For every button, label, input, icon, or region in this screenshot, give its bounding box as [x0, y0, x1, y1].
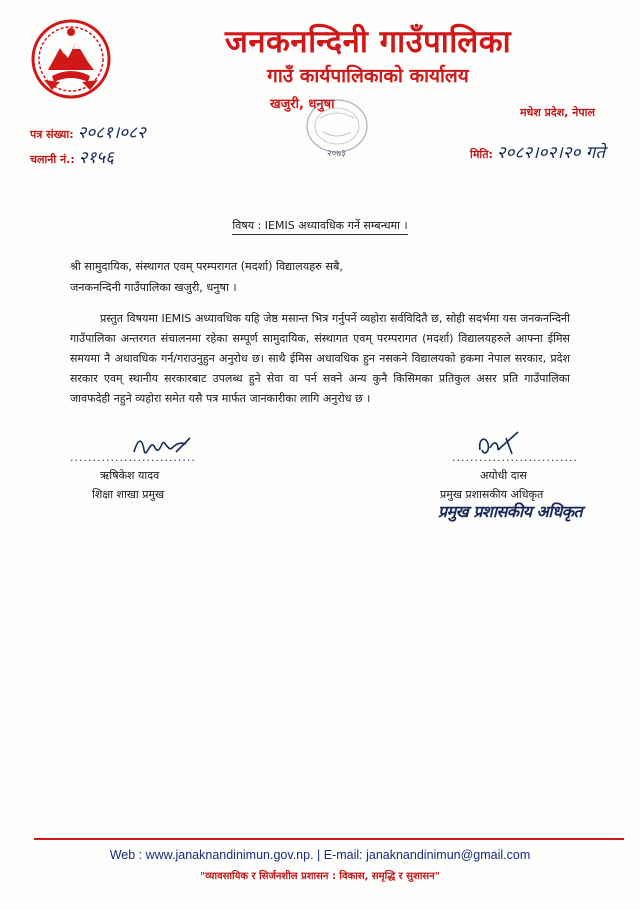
addressee-line-2: जनकनन्दिनी गाउँपालिका खजुरी, धनुषा ।: [70, 281, 237, 294]
office-name: गाउँ कार्यपालिकाको कार्यालय: [267, 65, 469, 87]
body-paragraph: प्रस्तुत विषयमा IEMIS अध्यावधिक यहि जेष्ठ मसान्त भित्र गर्नुपर्ने व्यहोरा सर्वविदितै छ, सोही सदर्भमा यस जनकनन्दिनी गाउँपालिका अन्तरगत संचालनमा रहेका सम्पूर्ण सामुदायिक, संस्थागत एवम् परम्परागत (मदर्शा) विद्यालयहरुले आफ्ना ईमिस समयमा नै अधावधिक गर्न/गराउनुहुन अनुरोध छ। साथै ईमिस अधावधिक हुन नसकने विद्यालयको हकमा नेपाल सरकार, प्रदेश सरकार एवम् स्थानीय सरकारबाट उपलब्ध हुने सेवा वा पर्न सक्ने अन्य कुनै किसिमका प्रतिकुल असर प्रति गाउँपालिका जावफदेही नहुने व्यहोरा समेत यसै पत्र मार्फत जानकारीका लागि अनुरोध छ ।: [70, 312, 570, 405]
subject-text: विषय : IEMIS अध्यावधिक गर्ने सम्बन्धमा ।: [232, 218, 407, 235]
org-name: जनकनन्दिनी गाउँपालिका: [224, 24, 512, 60]
date-value: २०८२।०२।२० गते: [496, 143, 606, 163]
office-location: खजुरी, धनुषा: [270, 97, 335, 112]
footer-motto: "व्यावसायिक र सिर्जनशील प्रशासन : विकास, समृद्धि र सुशासन": [200, 871, 440, 882]
seal-year: २०७३: [327, 149, 346, 159]
dispatch-number-row: [30, 145, 114, 168]
dispatch-number-value: २१५६: [78, 148, 114, 168]
letter-number-value: २०८१।०८२: [77, 123, 146, 143]
nepal-government-emblem-icon: [30, 18, 112, 100]
footer-divider: [34, 838, 624, 840]
footer-contact: Web : www.janaknandinimun.gov.np. | E-mail: janaknandinimun@gmail.com: [109, 848, 531, 862]
letter-number-row: [30, 120, 146, 143]
right-signatory-title: प्रमुख प्रशासकीय अधिकृत: [440, 488, 544, 501]
addressee-block: [70, 256, 343, 298]
date-label: मिति:: [470, 148, 493, 161]
designation-stamp: प्रमुख प्रशासकीय अधिकृत: [438, 502, 583, 521]
office-seal-stamp: [290, 88, 385, 160]
letter-number-label: पत्र संख्या:: [30, 128, 74, 141]
province-label: मधेश प्रदेश, नेपाल: [520, 106, 595, 119]
left-signatory-title: शिक्षा शाखा प्रमुख: [92, 488, 165, 501]
date-row: [470, 140, 605, 163]
left-signature-line: ............................: [70, 451, 196, 464]
left-signatory-name: ऋषिकेश यादव: [100, 469, 160, 482]
right-signatory-name: अयोधी दास: [480, 469, 527, 482]
addressee-line-1: श्री सामुदायिक, संस्थागत एवम् परम्परागत (मदर्शा) विद्यालयहरु सबै,: [70, 260, 343, 273]
subject-line: [0, 218, 640, 235]
dispatch-number-label: चलानी नं.:: [30, 153, 75, 166]
right-signature-line: ............................: [452, 451, 578, 464]
